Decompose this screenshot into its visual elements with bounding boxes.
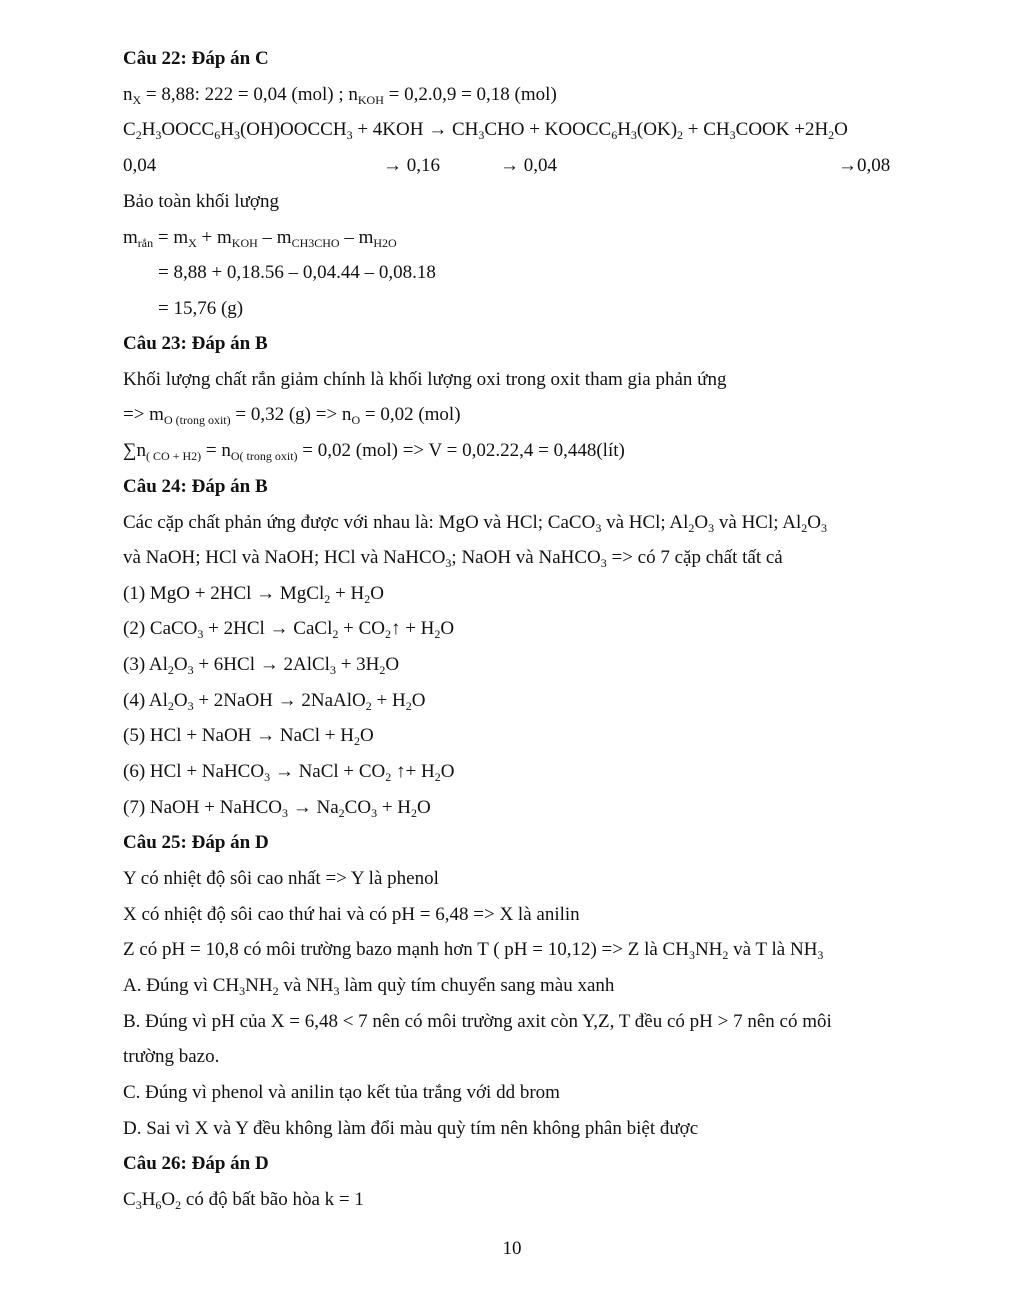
q25-option-b-cont: trường bazo.	[123, 1046, 220, 1067]
q24-reaction-1: (1) MgO + 2HCl → MgCl$_2$ + $H_2O$	[123, 583, 384, 606]
q25-option-a: A. Đúng vì $CH_3NH_2$ và $NH_3$ làm quỳ tím chuyển sang màu xanh	[123, 975, 615, 998]
q26-text-1: $C_3H_6O_2$ có độ bất bão hòa k = 1	[123, 1189, 364, 1212]
q24-heading: Câu 24: Đáp án B	[123, 476, 268, 497]
q25-text-1: Y có nhiệt độ sôi cao nhất => Y là phenol	[123, 868, 439, 889]
q24-text-1: Các cặp chất phản ứng được với nhau là: MgO và HCl; CaCO$_3$ và HCl; $Al_2O_3$ và HCl; $Al_2O_3$	[123, 512, 827, 535]
q22-heading: Câu 22: Đáp án C	[123, 48, 269, 69]
q23-text-1: Khối lượng chất rắn giảm chính là khối lượng oxi trong oxit tham gia phản ứng	[123, 369, 727, 390]
q22-calc-2: = 15,76 (g)	[158, 298, 244, 319]
q23-heading: Câu 23: Đáp án B	[123, 333, 268, 354]
q23-text-3: $\sum n_{( CO + H2)} = n_{O( trong oxit)} = 0,02$ (mol) => V = 0,02.22,4 = 0,448(lít)	[123, 440, 625, 463]
q22-mole-d: →0,08	[838, 155, 891, 176]
q25-option-d: D. Sai vì X và Y đều không làm đổi màu quỳ tím nên không phân biệt được	[123, 1118, 699, 1139]
q26-heading: Câu 26: Đáp án D	[123, 1153, 269, 1174]
q25-text-2: X có nhiệt độ sôi cao thứ hai và có pH = 6,48 => X là anilin	[123, 904, 580, 925]
q24-reaction-5: (5) HCl + NaOH → NaCl + $H_2O$	[123, 725, 374, 748]
q22-moles-line: $n_X = 8,88$: 222 = 0,04 (mol) ; $n_{KOH} = 0,2.0,9 = 0,18$ (mol)	[123, 84, 557, 107]
page-number: 10	[502, 1238, 522, 1259]
q22-calc-1: = 8,88 + 0,18.56 – 0,04.44 – 0,08.18	[158, 262, 436, 283]
q22-mass-equation: $m_{rắn} = m_X + m_{KOH} - m_{CH3CHO} - m_{H2O}$	[123, 227, 397, 250]
q23-text-2: => $m_{O (trong oxit)} = 0,32$ $(g) => n_O = 0,02$ (mol)	[123, 404, 461, 427]
q22-mole-c: → 0,04	[500, 155, 557, 176]
q24-text-2: và NaOH; HCl và NaOH; HCl và NaHCO$_3$; NaOH và NaHCO$_3$ => có 7 cặp chất tất cả	[123, 547, 783, 570]
q24-reaction-2: (2) CaCO$_3$ + 2HCl → CaCl$_2$ + $CO_2↑ + H_2O$	[123, 618, 455, 641]
q25-option-c: C. Đúng vì phenol và anilin tạo kết tủa trắng với dd brom	[123, 1082, 560, 1103]
q25-text-3: Z có pH = 10,8 có môi trường bazo mạnh hơn T ( pH = 10,12) => Z là $CH_3NH_2$ và T là $NH_3$	[123, 939, 824, 962]
q25-option-b: B. Đúng vì pH của X = 6,48 < 7 nên có môi trường axit còn Y,Z, T đều có pH > 7 nên có môi	[123, 1011, 832, 1032]
q25-heading: Câu 25: Đáp án D	[123, 832, 269, 853]
q22-equation: $C_2H_3OOCC_6H_3(OH)OOCCH_3 + 4KOH \to CH_3CHO$ + $KOOCC_6H_3(OK)_2$ + $CH_3COOK +2H_2O$	[123, 119, 848, 142]
q24-reaction-6: (6) HCl + NaHCO$_3$ → NaCl + $CO_2$ ↑+ $H_2O$	[123, 761, 455, 784]
q24-reaction-3: (3) $Al_2O_3 + 6HCl$ → 2AlCl$_3$ + $3H_2O$	[123, 654, 400, 677]
q22-mole-b: → 0,16	[383, 155, 440, 176]
q22-mole-a: 0,04	[123, 155, 157, 176]
q24-reaction-4: (4) $Al_2O_3$ + 2NaOH → 2NaAlO$_2$ + $H_2O$	[123, 690, 426, 713]
q24-reaction-7: (7) NaOH + NaHCO$_3$ → $Na_2CO_3 + H_2O$	[123, 797, 431, 820]
q22-conservation: Bảo toàn khối lượng	[123, 191, 279, 212]
